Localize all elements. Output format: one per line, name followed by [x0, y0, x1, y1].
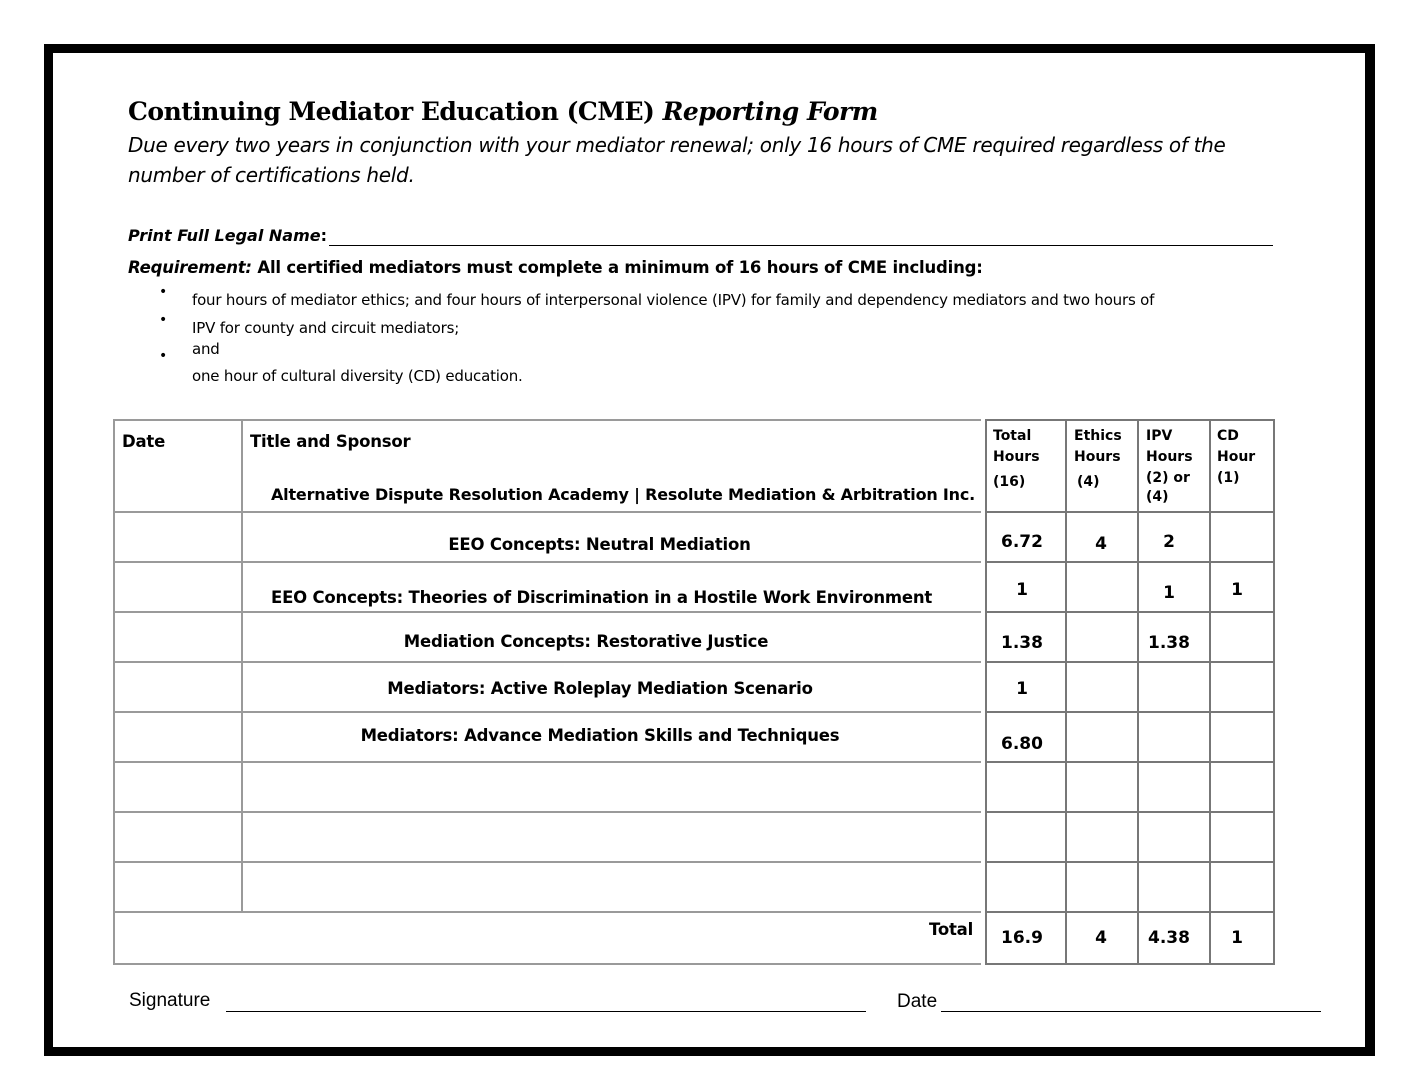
signature-field[interactable] [226, 1011, 866, 1012]
table-rule [113, 511, 981, 513]
date-field[interactable] [941, 1011, 1321, 1012]
table-rule [113, 963, 981, 965]
header-cd-hour: CD Hour (1) [1217, 428, 1256, 486]
cd-hour-sum: 1 [1231, 928, 1243, 948]
table-rule [985, 911, 1274, 913]
table-rule [113, 911, 981, 913]
table-rule [113, 711, 981, 713]
table-rule [113, 419, 115, 965]
ipv-hours-value: 2 [1163, 532, 1175, 552]
bullet-dot: • [159, 312, 168, 328]
table-rule [113, 561, 981, 563]
ethics-hours-sum: 4 [1095, 928, 1107, 948]
table-rule [113, 861, 981, 863]
table-rule [985, 561, 1274, 563]
course-title: Mediators: Advance Mediation Skills and Techniques [360, 726, 840, 745]
requirement-line: IPV for county and circuit mediators; [192, 319, 460, 337]
table-rule [241, 419, 243, 911]
requirement-line: and [192, 340, 220, 358]
table-rule [985, 963, 1274, 965]
table-rule [1065, 419, 1067, 965]
table-rule [985, 711, 1274, 713]
table-rule [1209, 419, 1211, 965]
sponsor-name: Alternative Dispute Resolution Academy | Resolute Mediation & Arbitration Inc. [271, 485, 976, 504]
name-field-label: Print Full Legal Name: [128, 226, 328, 245]
header-total-hours: Total Hours (16) [993, 428, 1040, 490]
table-rule [985, 611, 1274, 613]
total-hours-value: 1 [1016, 679, 1028, 699]
table-rule [113, 661, 981, 663]
total-hours-value: 6.72 [1001, 532, 1043, 552]
header-title-sponsor: Title and Sponsor [250, 432, 411, 451]
signature-label: Signature [129, 990, 211, 1011]
date-label: Date [897, 991, 938, 1012]
table-rule [985, 419, 1274, 421]
form-title: Continuing Mediator Education (CME) Reporting Form [128, 97, 878, 126]
total-hours-value: 1.38 [1001, 633, 1043, 653]
ipv-hours-value: 1.38 [1148, 633, 1190, 653]
table-rule [113, 419, 981, 421]
table-rule [985, 861, 1274, 863]
total-label: Total [929, 920, 974, 939]
course-title: EEO Concepts: Theories of Discrimination in a Hostile Work Environment [271, 588, 933, 607]
header-ethics-hours: Ethics Hours (4) [1074, 428, 1122, 490]
ipv-hours-sum: 4.38 [1148, 928, 1190, 948]
header-date: Date [122, 432, 166, 451]
requirement-line: four hours of mediator ethics; and four hours of interpersonal violence (IPV) for family and dependency mediators and two hours of [192, 291, 1155, 309]
table-rule [113, 811, 981, 813]
course-title: Mediators: Active Roleplay Mediation Scenario [387, 679, 813, 698]
name-field-line[interactable] [329, 245, 1273, 246]
table-rule [113, 611, 981, 613]
total-hours-sum: 16.9 [1001, 928, 1043, 948]
table-rule [985, 811, 1274, 813]
ethics-hours-value: 4 [1095, 534, 1107, 554]
header-ipv-hours: IPV Hours (2) or (4) [1146, 428, 1193, 505]
course-title: EEO Concepts: Neutral Mediation [448, 535, 751, 554]
bullet-dot: • [159, 284, 168, 300]
cd-hour-value: 1 [1231, 580, 1243, 600]
table-rule [985, 511, 1274, 513]
requirement-line: one hour of cultural diversity (CD) education. [192, 367, 523, 385]
table-rule [985, 661, 1274, 663]
table-rule [113, 761, 981, 763]
form-subtitle: Due every two years in conjunction with your mediator renewal; only 16 hours of CME required regardless of the number of certifications held. [128, 133, 1226, 187]
table-rule [985, 761, 1274, 763]
total-hours-value: 6.80 [1001, 734, 1043, 754]
table-rule [1137, 419, 1139, 965]
ipv-hours-value: 1 [1163, 583, 1175, 603]
requirement-text: Requirement: All certified mediators must complete a minimum of 16 hours of CME including: [128, 258, 983, 277]
bullet-dot: • [159, 348, 168, 364]
table-rule [1273, 419, 1275, 965]
total-hours-value: 1 [1016, 580, 1028, 600]
course-title: Mediation Concepts: Restorative Justice [403, 632, 769, 651]
